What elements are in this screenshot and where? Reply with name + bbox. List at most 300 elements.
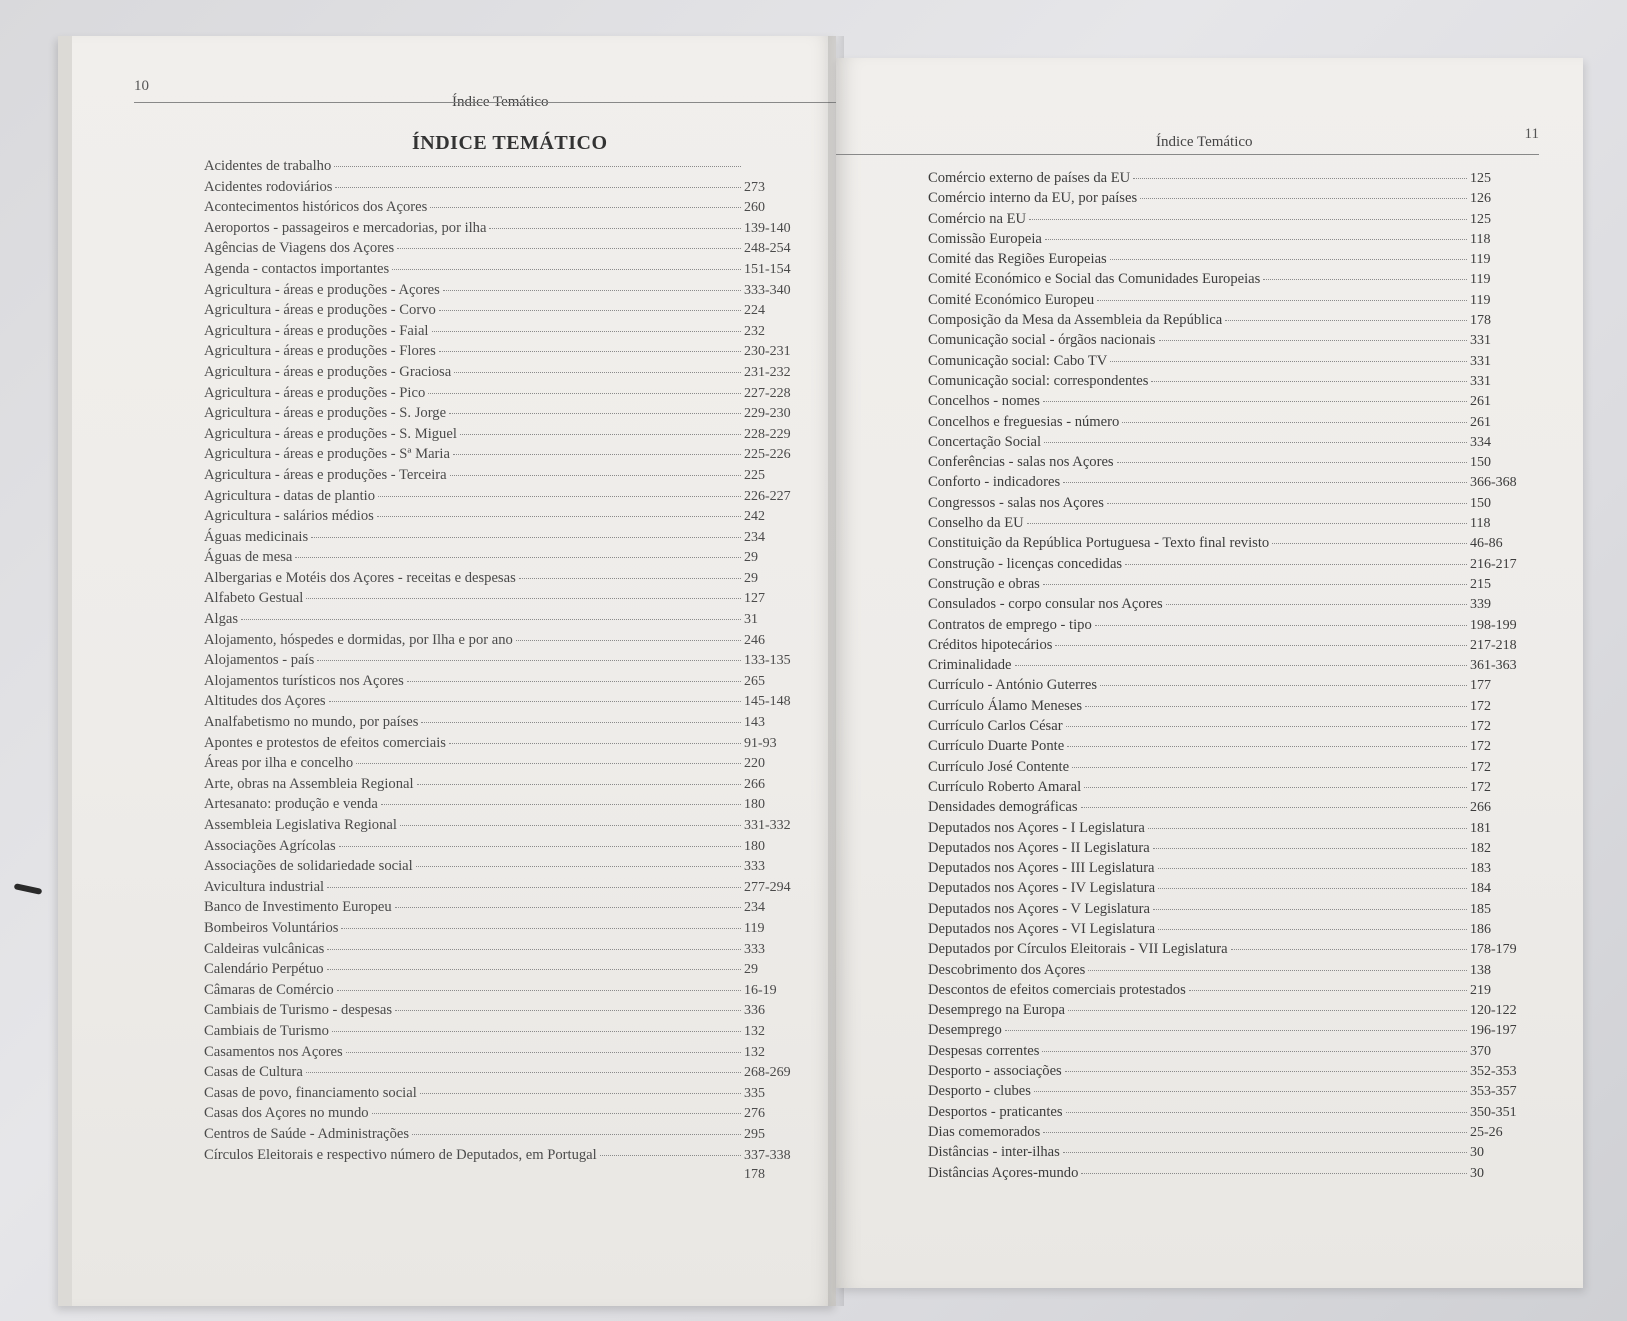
index-entry	[204, 529, 802, 550]
index-entry-page: 30	[1470, 1165, 1484, 1181]
index-entry-page: 184	[1470, 881, 1491, 897]
dot-leader	[327, 887, 741, 888]
dot-leader	[420, 1093, 741, 1094]
index-entry-page: 331	[1470, 333, 1491, 349]
index-entry	[204, 590, 802, 611]
index-entry-page: 172	[1470, 698, 1491, 714]
dot-leader	[1263, 279, 1467, 280]
dot-leader	[443, 290, 741, 291]
dot-leader	[1225, 320, 1467, 321]
index-entry-term: Construção - licenças concedidas	[928, 555, 1123, 572]
index-entry	[928, 718, 1528, 738]
dot-leader	[327, 969, 741, 970]
index-entry	[204, 632, 802, 653]
dot-leader	[1055, 645, 1467, 646]
index-entry-term: Albergarias e Motéis dos Açores - receitas e despesas	[204, 569, 516, 586]
index-entry-page: 143	[744, 715, 765, 731]
dot-leader	[1044, 442, 1467, 443]
index-entry	[204, 693, 802, 714]
dot-leader	[450, 475, 741, 476]
index-entry-term: Comunicação social: correspondentes	[928, 372, 1149, 389]
dot-leader	[372, 1113, 741, 1114]
index-entry-page: 277-294	[744, 879, 791, 895]
index-entry-page: 224	[744, 303, 765, 319]
index-entry	[928, 1144, 1528, 1164]
index-entry	[204, 1167, 802, 1188]
index-entry	[928, 535, 1528, 555]
dot-leader	[339, 846, 741, 847]
index-entry	[204, 899, 802, 920]
index-entry	[928, 657, 1528, 677]
index-entry-page: 230-231	[744, 344, 791, 360]
dot-leader	[1045, 239, 1467, 240]
index-entry-term: Comunicação social: Cabo TV	[928, 352, 1108, 369]
dot-leader	[1189, 990, 1467, 991]
dot-leader	[1084, 787, 1467, 788]
index-entry-term: Currículo - António Guterres	[928, 677, 1098, 694]
index-entry	[204, 776, 802, 797]
index-entry	[204, 323, 802, 344]
index-entry-page: 151-154	[744, 261, 791, 277]
index-entry-page: 242	[744, 509, 765, 525]
index-entry-term: Caldeiras vulcânicas	[204, 940, 325, 957]
index-entry-page: 248-254	[744, 241, 791, 257]
index-entry-term: Concertação Social	[928, 433, 1042, 450]
index-entry-term: Conselho da EU	[928, 515, 1024, 532]
index-entry-page: 172	[1470, 779, 1491, 795]
index-entry	[928, 251, 1528, 271]
index-entry-term: Alojamentos turísticos nos Açores	[204, 672, 404, 689]
open-book	[58, 36, 1583, 1306]
index-entry-page: 266	[744, 776, 765, 792]
dot-leader	[407, 681, 741, 682]
dot-leader	[1159, 340, 1468, 341]
index-entry	[204, 364, 802, 385]
index-entry-term: Comunicação social - órgãos nacionais	[928, 332, 1156, 349]
index-entry	[928, 515, 1528, 535]
index-entry	[204, 385, 802, 406]
index-entry-page: 120-122	[1470, 1003, 1517, 1019]
index-entry-term: Avicultura industrial	[204, 878, 325, 895]
index-entry-term: Deputados nos Açores - II Legislatura	[928, 839, 1150, 856]
index-entry	[204, 302, 802, 323]
dot-leader	[489, 228, 741, 229]
index-entry-page: 126	[1470, 191, 1491, 207]
index-entry-page: 337-338	[744, 1147, 791, 1163]
index-entry	[204, 879, 802, 900]
index-entry-page: 295	[744, 1126, 765, 1142]
dot-leader	[1272, 543, 1467, 544]
index-entry-term: Arte, obras na Assembleia Regional	[204, 775, 414, 792]
dot-leader	[1063, 482, 1467, 483]
index-entry-term: Currículo Roberto Amaral	[928, 778, 1082, 795]
index-entry-term: Comité Económico e Social das Comunidades Europeias	[928, 271, 1261, 288]
index-entry-page: 31	[744, 612, 758, 628]
index-entry	[204, 1105, 802, 1126]
dot-leader	[306, 1072, 741, 1073]
index-entry	[928, 738, 1528, 758]
dot-leader	[332, 1031, 741, 1032]
index-entry-term: Agricultura - áreas e produções - Terceira	[204, 466, 447, 483]
index-entry-page: 198-199	[1470, 617, 1517, 633]
dot-leader	[1027, 523, 1467, 524]
dot-leader	[327, 949, 741, 950]
dot-leader	[356, 763, 741, 764]
index-entry	[204, 1023, 802, 1044]
index-entry-page: 119	[744, 920, 765, 936]
index-entry-term: Descobrimento dos Açores	[928, 961, 1086, 978]
index-entry-term: Águas medicinais	[204, 528, 309, 545]
dot-leader	[1133, 178, 1467, 179]
index-entry-page: 276	[744, 1106, 765, 1122]
dot-leader	[1158, 868, 1467, 869]
index-entry-term: Agricultura - áreas e produções - S. Miguel	[204, 425, 457, 442]
index-entry-page: 119	[1470, 252, 1491, 268]
dot-leader	[1066, 1112, 1467, 1113]
index-entry	[204, 508, 802, 529]
dot-leader	[392, 269, 741, 270]
dot-leader	[1043, 401, 1467, 402]
index-entry	[204, 755, 802, 776]
index-entry	[204, 611, 802, 632]
dot-leader	[1153, 848, 1467, 849]
index-entry	[928, 637, 1528, 657]
index-entry-page: 215	[1470, 576, 1491, 592]
index-entry-page: 266	[1470, 800, 1491, 816]
dot-leader	[1043, 584, 1467, 585]
index-entry-term: Centros de Saúde - Administrações	[204, 1125, 410, 1142]
index-entry-page: 145-148	[744, 694, 791, 710]
index-entry	[204, 1002, 802, 1023]
dot-leader	[317, 660, 741, 661]
index-entry-page: 229-230	[744, 406, 791, 422]
index-entry-page: 29	[744, 550, 758, 566]
dot-leader	[241, 619, 741, 620]
index-entry-page: 172	[1470, 759, 1491, 775]
dot-leader	[1140, 198, 1467, 199]
index-entries-left	[204, 158, 802, 1188]
index-entry	[928, 840, 1528, 860]
index-entry-page: 261	[1470, 414, 1491, 430]
dot-leader	[1122, 422, 1467, 423]
dot-leader	[1231, 949, 1467, 950]
index-entry-page: 353-357	[1470, 1084, 1517, 1100]
index-entry	[204, 652, 802, 673]
index-entry-term: Alojamento, hóspedes e dormidas, por Ilha e por ano	[204, 631, 513, 648]
index-entry-term: Criminalidade	[928, 657, 1012, 674]
index-entry	[928, 474, 1528, 494]
index-entry	[204, 240, 802, 261]
index-entry-page: 273	[744, 179, 765, 195]
index-entry-term: Constituição da República Portuguesa - Texto final revisto	[928, 535, 1270, 552]
index-entry-page: 150	[1470, 455, 1491, 471]
index-entry-page: 265	[744, 673, 765, 689]
index-entry	[204, 405, 802, 426]
dot-leader	[421, 722, 741, 723]
index-entry	[204, 179, 802, 200]
dot-leader	[1063, 1152, 1467, 1153]
index-entry	[928, 982, 1528, 1002]
index-entry	[928, 1043, 1528, 1063]
index-entry	[928, 1124, 1528, 1144]
dot-leader	[439, 310, 741, 311]
index-title: ÍNDICE TEMÁTICO	[412, 132, 608, 154]
index-entry-term: Desportos - praticantes	[928, 1103, 1063, 1120]
index-entry	[928, 231, 1528, 251]
index-entry-term: Comissão Europeia	[928, 230, 1042, 247]
index-entry-page: 225-226	[744, 447, 791, 463]
index-entry-term: Apontes e protestos de efeitos comerciais	[204, 734, 446, 751]
index-entry-term: Desporto - clubes	[928, 1083, 1031, 1100]
index-entry-page: 246	[744, 632, 765, 648]
index-entry-page: 339	[1470, 597, 1491, 613]
index-entry-term: Casamentos nos Açores	[204, 1043, 343, 1060]
index-entry	[928, 921, 1528, 941]
index-entry-page: 186	[1470, 921, 1491, 937]
index-entry-term: Agricultura - áreas e produções - Pico	[204, 384, 426, 401]
index-entry-term: Deputados nos Açores - VI Legislatura	[928, 920, 1156, 937]
page-number-left: 10	[134, 78, 149, 94]
index-entry	[928, 292, 1528, 312]
index-entry	[928, 1002, 1528, 1022]
bookmark-thread	[14, 883, 43, 895]
dot-leader	[381, 804, 741, 805]
index-entry	[204, 570, 802, 591]
index-entry	[204, 941, 802, 962]
index-entry-page: 46-86	[1470, 536, 1503, 552]
index-entry-page: 91-93	[744, 735, 777, 751]
index-entry-term: Deputados nos Açores - IV Legislatura	[928, 880, 1156, 897]
index-entry-term: Câmaras de Comércio	[204, 981, 334, 998]
dot-leader	[1066, 726, 1467, 727]
dot-leader	[341, 928, 741, 929]
index-entry-term: Artesanato: produção e venda	[204, 796, 378, 813]
index-entry-term: Agricultura - áreas e produções - Sª Maria	[204, 446, 450, 463]
index-entry	[204, 673, 802, 694]
index-entry	[204, 1064, 802, 1085]
index-entry-term: Círculos Eleitorais e respectivo número de Deputados, em Portugal	[204, 1146, 597, 1163]
index-entry	[928, 312, 1528, 332]
index-entry-term: Assembleia Legislativa Regional	[204, 817, 397, 833]
index-entry-page: 226-227	[744, 488, 791, 504]
dot-leader	[377, 516, 741, 517]
index-entry-term: Currículo José Contente	[928, 758, 1070, 775]
index-entry	[928, 190, 1528, 210]
index-entry	[204, 199, 802, 220]
dot-leader	[1110, 361, 1467, 362]
header-rule-left	[134, 102, 836, 103]
index-entry	[928, 495, 1528, 515]
index-entry	[928, 211, 1528, 231]
index-entry-term: Despesas correntes	[928, 1042, 1040, 1059]
right-page	[836, 58, 1583, 1288]
index-entry-page: 172	[1470, 739, 1491, 755]
dot-leader	[449, 413, 741, 414]
index-entry-page: 25-26	[1470, 1124, 1503, 1140]
index-entry	[928, 1083, 1528, 1103]
index-entry-term: Casas de povo, financiamento social	[204, 1084, 417, 1101]
index-entry-page: 177	[1470, 678, 1491, 694]
index-entry-term: Composição da Mesa da Assembleia da República	[928, 312, 1223, 329]
page-number-right: 11	[1524, 126, 1539, 142]
index-entry-page: 172	[1470, 719, 1491, 735]
dot-leader	[1125, 564, 1467, 565]
index-entry-term: Aeroportos - passageiros e mercadorias, por ilha	[204, 219, 487, 236]
index-entry	[928, 860, 1528, 880]
dot-leader	[1029, 219, 1467, 220]
index-entry-term: Agências de Viagens dos Açores	[204, 240, 395, 257]
index-entry-term: Desemprego	[928, 1022, 1002, 1039]
index-entry	[928, 576, 1528, 596]
index-entry-term: Desporto - associações	[928, 1063, 1062, 1080]
index-entry	[928, 353, 1528, 373]
index-entry	[204, 467, 802, 488]
index-entry-term: Agricultura - salários médios	[204, 508, 374, 525]
index-entry-term: Congressos - salas nos Açores	[928, 494, 1104, 511]
dot-leader	[417, 784, 741, 785]
header-rule-right	[836, 154, 1539, 155]
index-entry-term: Consulados - corpo consular nos Açores	[928, 596, 1163, 613]
index-entry-page: 232	[744, 323, 765, 339]
left-page	[58, 36, 836, 1306]
index-entry-term: Áreas por ilha e concelho	[204, 755, 354, 772]
index-entry	[928, 454, 1528, 474]
dot-leader	[453, 454, 741, 455]
dot-leader	[1065, 1071, 1467, 1072]
dot-leader	[1015, 665, 1468, 666]
index-entry-page: 333	[744, 859, 765, 875]
index-entry-page: 132	[744, 1044, 765, 1060]
dot-leader	[378, 496, 741, 497]
index-entry-page: 180	[744, 838, 765, 854]
dot-leader	[412, 1134, 741, 1135]
index-entry-term: Densidades demográficas	[928, 799, 1078, 816]
index-entry-term: Algas	[204, 611, 239, 628]
index-entry-page: 228-229	[744, 426, 791, 442]
index-entry-page: 219	[1470, 982, 1491, 998]
index-entry-page: 216-217	[1470, 556, 1517, 572]
index-entry	[204, 261, 802, 282]
dot-leader	[1088, 970, 1467, 971]
index-entry	[204, 488, 802, 509]
index-entry	[928, 1022, 1528, 1042]
index-entry-term: Comércio na EU	[928, 210, 1027, 227]
dot-leader	[1153, 909, 1467, 910]
index-entry	[928, 556, 1528, 576]
index-entry	[204, 282, 802, 303]
dot-leader	[1151, 381, 1467, 382]
index-entry-page: 336	[744, 1003, 765, 1019]
index-entry-term: Deputados por Círculos Eleitorais - VII Legislatura	[928, 941, 1228, 958]
index-entry	[204, 920, 802, 941]
index-entry-page: 119	[1470, 292, 1491, 308]
index-entry-page: 139-140	[744, 220, 791, 236]
index-entry-page: 227-228	[744, 385, 791, 401]
index-entry-page: 16-19	[744, 982, 777, 998]
index-entry-page: 333-340	[744, 282, 791, 298]
index-entry-term: Banco de Investimento Europeu	[204, 899, 392, 916]
index-entry-page: 133-135	[744, 653, 791, 669]
index-entry	[204, 796, 802, 817]
dot-leader	[1034, 1091, 1467, 1092]
index-entry-term: Cambiais de Turismo	[204, 1022, 329, 1039]
dot-leader	[1068, 1010, 1467, 1011]
index-entry-term: Desemprego na Europa	[928, 1002, 1065, 1019]
index-entry-term: Concelhos - nomes	[928, 393, 1040, 410]
index-entry-term: Associações de solidariedade social	[204, 858, 413, 875]
dot-leader	[449, 743, 741, 744]
index-entry-term: Deputados nos Açores - I Legislatura	[928, 819, 1145, 836]
dot-leader	[439, 351, 741, 352]
index-entry	[204, 1126, 802, 1147]
dot-leader	[1072, 767, 1467, 768]
index-entry-term: Agenda - contactos importantes	[204, 260, 390, 277]
index-entries-right	[928, 170, 1528, 1185]
index-entry-term: Calendário Perpétuo	[204, 961, 324, 978]
index-entry	[928, 901, 1528, 921]
index-entry	[928, 880, 1528, 900]
index-entry-page: 180	[744, 797, 765, 813]
index-entry-page: 352-353	[1470, 1064, 1517, 1080]
index-entry-page: 30	[1470, 1145, 1484, 1161]
dot-leader	[428, 393, 741, 394]
index-entry	[928, 414, 1528, 434]
dot-leader	[395, 907, 741, 908]
index-entry	[204, 1085, 802, 1106]
index-entry-term: Créditos hipotecários	[928, 636, 1053, 653]
index-entry-page: 182	[1470, 840, 1491, 856]
dot-leader	[1117, 462, 1467, 463]
dot-leader	[1107, 503, 1467, 504]
index-entry-term: Distâncias Açores-mundo	[928, 1164, 1079, 1181]
index-entry-term: Acidentes rodoviários	[204, 178, 333, 195]
dot-leader	[1005, 1030, 1467, 1031]
index-entry-term: Altitudes dos Açores	[204, 693, 326, 710]
index-entry-term: Casas dos Açores no mundo	[204, 1105, 369, 1122]
running-head-left: Índice Temático	[452, 94, 549, 110]
index-entry	[928, 434, 1528, 454]
index-entry-page: 29	[744, 962, 758, 978]
index-entry	[204, 1147, 802, 1168]
index-entry-page: 118	[1470, 516, 1491, 532]
index-entry-page: 181	[1470, 820, 1491, 836]
index-entry	[928, 962, 1528, 982]
index-entry-page: 183	[1470, 861, 1491, 877]
dot-leader	[1081, 1173, 1467, 1174]
index-entry-page: 220	[744, 756, 765, 772]
index-entry	[928, 677, 1528, 697]
index-entry-term: Deputados nos Açores - V Legislatura	[928, 900, 1150, 917]
dot-leader	[337, 990, 741, 991]
index-entry-term: Comité das Regiões Europeias	[928, 251, 1107, 268]
dot-leader	[311, 537, 741, 538]
index-entry-term: Agricultura - áreas e produções - Flores	[204, 343, 436, 360]
index-entry-page: 178	[1470, 313, 1491, 329]
index-entry-term: Associações Agrícolas	[204, 837, 336, 854]
index-entry-page: 361-363	[1470, 658, 1517, 674]
index-entry	[204, 735, 802, 756]
index-entry-page: 231-232	[744, 364, 791, 380]
index-entry-term: Acontecimentos históricos dos Açores	[204, 199, 428, 216]
dot-leader	[1085, 706, 1467, 707]
index-entry-page: 132	[744, 1023, 765, 1039]
dot-leader	[1081, 807, 1467, 808]
dot-leader	[1095, 625, 1467, 626]
index-entry-page: 150	[1470, 495, 1491, 511]
index-entry	[928, 393, 1528, 413]
index-entry	[928, 596, 1528, 616]
dot-leader	[1158, 929, 1467, 930]
